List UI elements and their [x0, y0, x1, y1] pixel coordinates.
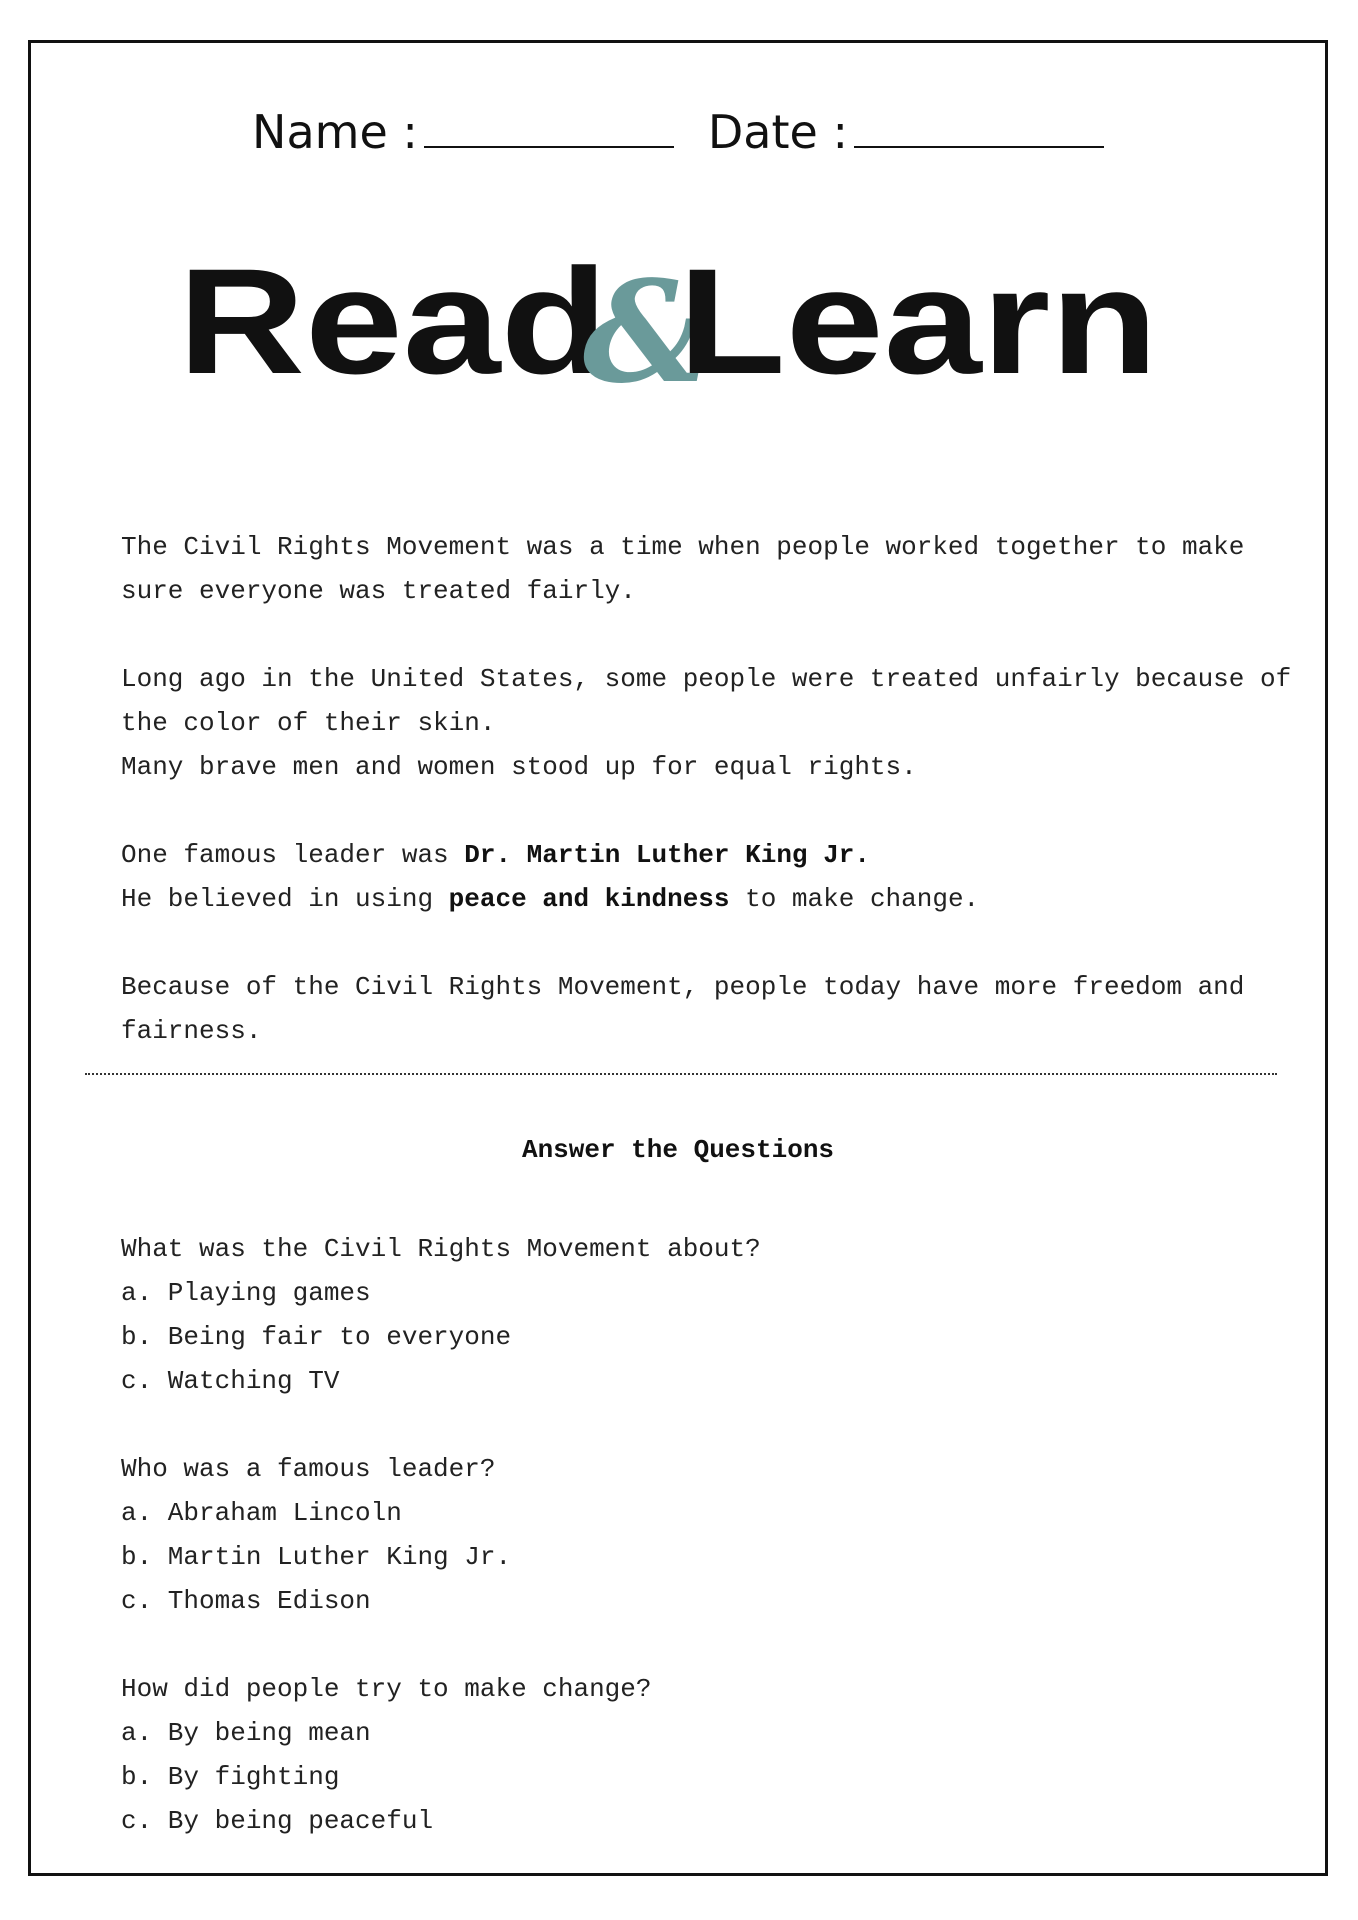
- question-2: [121, 1447, 1301, 1623]
- worksheet-border: [28, 40, 1328, 1876]
- passage-text: Because of the Civil Rights Movement, people today have more freedom and fairness.: [121, 972, 1245, 1046]
- answer-option[interactable]: c. Thomas Edison: [121, 1586, 371, 1616]
- logo-word-learn: Learn: [678, 261, 1158, 391]
- passage-text: Many brave men and women stood up for equal rights.: [121, 752, 917, 782]
- quiz-title: Answer the Questions: [521, 1135, 835, 1165]
- passage-paragraph-2: [121, 657, 1301, 789]
- reading-passage: [121, 525, 1301, 1097]
- passage-text: The Civil Rights Movement was a time when people worked together to make sure everyone was treated fairly.: [121, 532, 1245, 606]
- passage-paragraph-1: [121, 525, 1301, 613]
- date-field[interactable]: [854, 110, 1104, 148]
- answer-option[interactable]: a. By being mean: [121, 1718, 371, 1748]
- passage-text: One famous leader was: [121, 840, 465, 870]
- passage-paragraph-4: [121, 965, 1301, 1053]
- answer-option[interactable]: b. Martin Luther King Jr.: [121, 1542, 512, 1572]
- question-prompt: What was the Civil Rights Movement about?: [121, 1234, 761, 1264]
- answer-option[interactable]: a. Abraham Lincoln: [121, 1498, 402, 1528]
- answer-option[interactable]: c. By being peaceful: [121, 1806, 434, 1836]
- name-label: Name :: [252, 105, 418, 159]
- question-prompt: Who was a famous leader?: [121, 1454, 496, 1484]
- question-1: [121, 1227, 1301, 1403]
- name-date-header: [31, 105, 1325, 159]
- logo-graphic: [178, 261, 1178, 391]
- passage-text: to make change.: [729, 884, 980, 914]
- date-label: Date :: [707, 105, 848, 159]
- question-prompt: How did people try to make change?: [121, 1674, 652, 1704]
- passage-text: He believed in using: [121, 884, 449, 914]
- highlight-peace: peace and kindness: [448, 884, 730, 914]
- logo-ampersand: &: [582, 261, 710, 391]
- question-3: [121, 1667, 1301, 1843]
- answer-option[interactable]: b. Being fair to everyone: [121, 1322, 512, 1352]
- name-field[interactable]: [424, 110, 674, 148]
- highlight-mlk: Dr. Martin Luther King Jr.: [464, 840, 870, 870]
- answer-option[interactable]: c. Watching TV: [121, 1366, 340, 1396]
- read-and-learn-logo: [31, 261, 1325, 461]
- question-list: [121, 1227, 1301, 1887]
- dotted-divider: [85, 1073, 1277, 1075]
- passage-text: Long ago in the United States, some people were treated unfairly because of the color of their skin.: [121, 664, 1292, 738]
- logo-word-read: Read: [178, 261, 608, 391]
- answer-option[interactable]: b. By fighting: [121, 1762, 340, 1792]
- passage-paragraph-3: [121, 833, 1301, 921]
- answer-option[interactable]: a. Playing games: [121, 1278, 371, 1308]
